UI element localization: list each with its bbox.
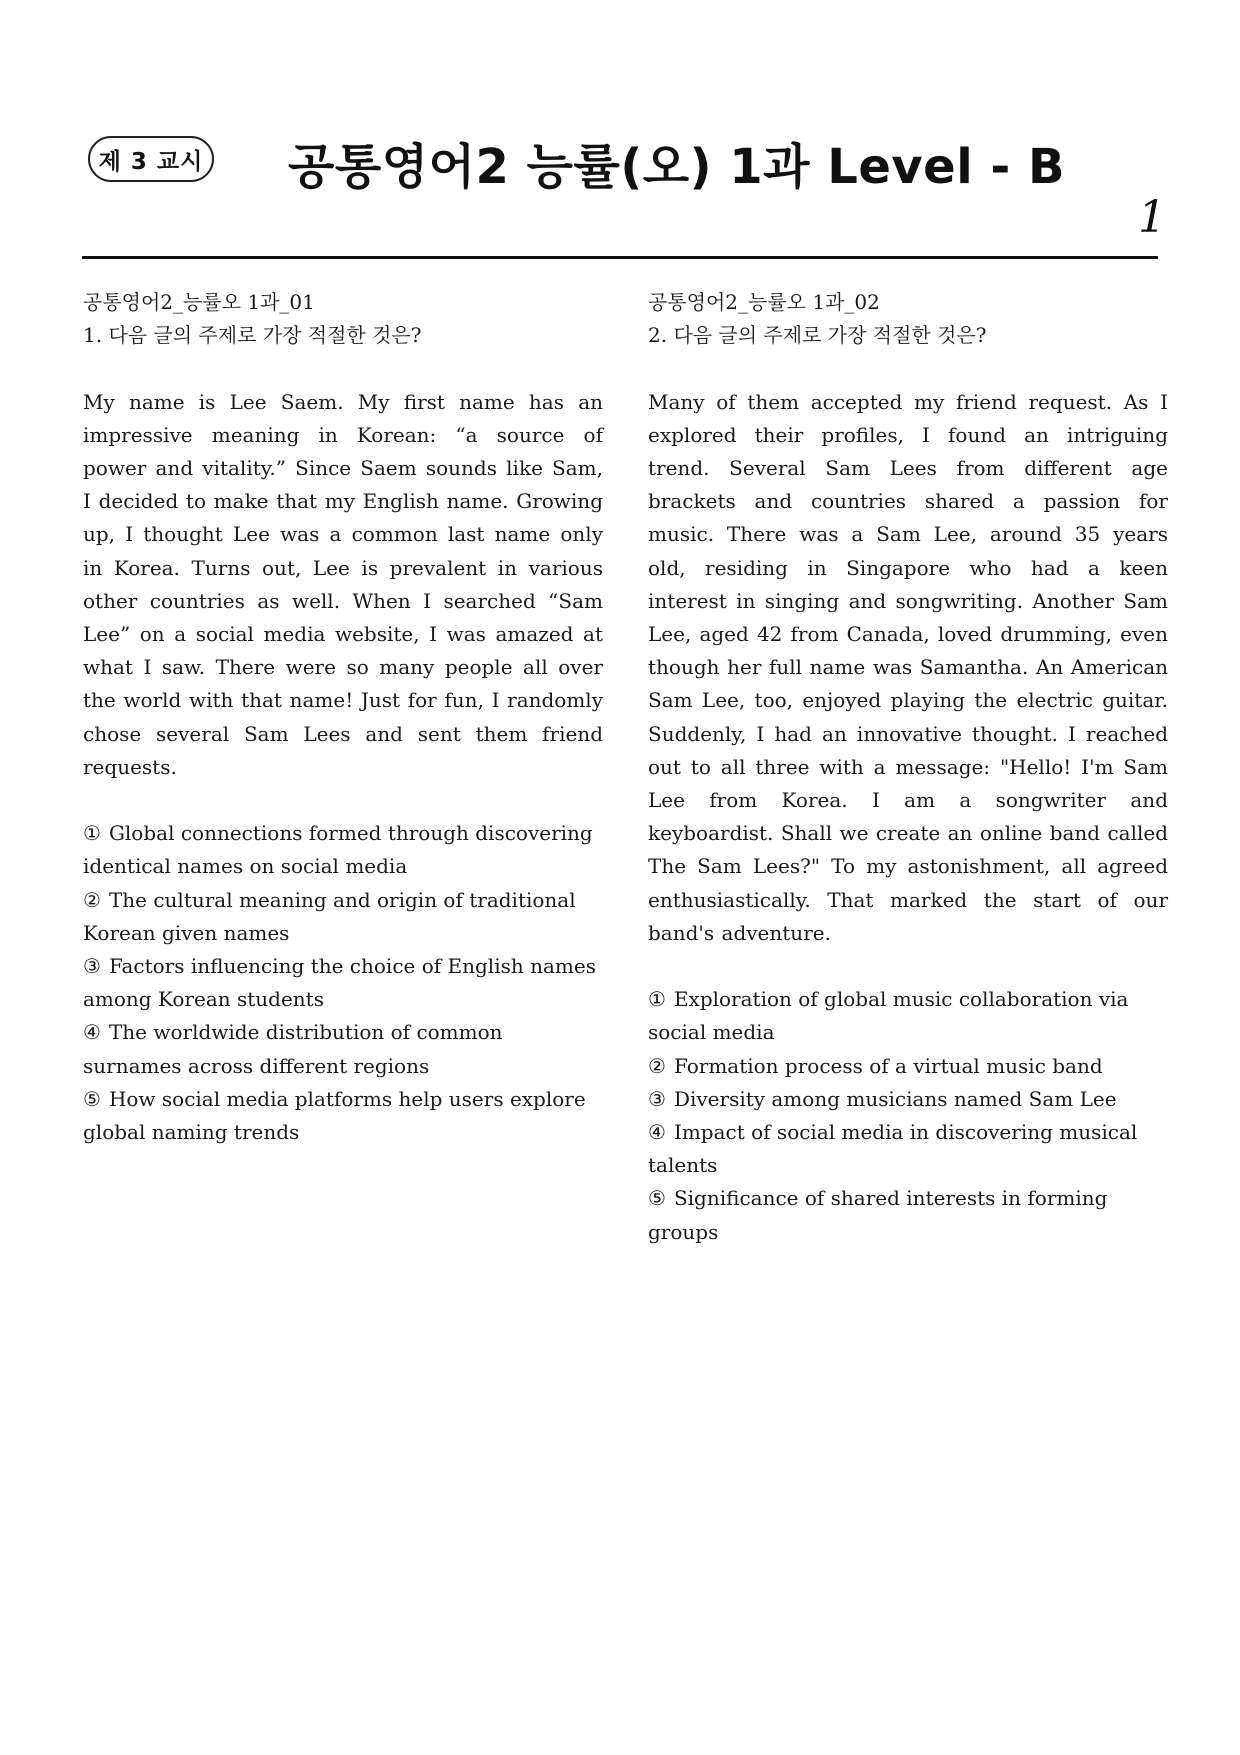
choice-number: ① — [83, 821, 101, 846]
choice-text: Factors influencing the choice of English names among Korean students — [83, 954, 596, 1012]
choice-number: ② — [648, 1053, 666, 1078]
question-1 — [83, 286, 603, 1149]
question-passage: Many of them accepted my friend request. As I explored their profiles, I found an intriguing trend. Several Sam Lees from different age brackets and countries shared a passion for music. There was a Sam Lee, around 35 years old, residing in Singapore who had a keen interest in singing and songwriting. Another Sam Lee, aged 42 from Canada, loved drumming, even though her full name was Samantha. An American Sam Lee, too, enjoyed playing the electric guitar. Suddenly, I had an innovative thought. I reached out to all three with a message: "Hello! I'm Sam Lee from Korea. I am a songwriter and keyboardist. Shall we create an online band called The Sam Lees?" To my astonishment, all agreed enthusiastically. That marked the start of our band's adventure. — [648, 389, 1168, 945]
choice-number: ④ — [83, 1020, 101, 1045]
question-prompt: 1. 다음 글의 주제로 가장 적절한 것은? — [83, 323, 422, 348]
choice-number: ② — [83, 887, 101, 912]
choice-text: Significance of shared interests in forming groups — [648, 1186, 1108, 1244]
choice-number: ③ — [648, 1086, 666, 1111]
choice-number: ① — [648, 987, 666, 1012]
period-badge: 제 3 교시 — [88, 136, 214, 182]
answer-choice-5[interactable] — [83, 1083, 603, 1149]
answer-choice-2[interactable] — [83, 884, 603, 950]
choice-number: ⑤ — [648, 1186, 666, 1211]
answer-choice-4[interactable] — [648, 1116, 1168, 1182]
choice-number: ④ — [648, 1120, 666, 1145]
choice-number: ③ — [83, 954, 101, 979]
answer-choice-3[interactable] — [83, 950, 603, 1016]
question-prompt: 2. 다음 글의 주제로 가장 적절한 것은? — [648, 323, 987, 348]
choice-text: Formation process of a virtual music band — [673, 1053, 1103, 1078]
page-number: 1 — [1138, 192, 1166, 243]
choice-number: ⑤ — [83, 1086, 101, 1111]
answer-choice-1[interactable] — [648, 983, 1168, 1049]
header-divider — [82, 256, 1158, 259]
choice-text: Impact of social media in discovering musical talents — [648, 1120, 1138, 1178]
choice-text: Diversity among musicians named Sam Lee — [673, 1086, 1117, 1111]
question-2 — [648, 286, 1168, 1249]
choice-text: Global connections formed through discovering identical names on social media — [83, 821, 593, 879]
answer-choice-1[interactable] — [83, 817, 603, 883]
choice-text: The cultural meaning and origin of traditional Korean given names — [83, 887, 576, 945]
answer-choice-5[interactable] — [648, 1182, 1168, 1248]
choice-text: Exploration of global music collaboration via social media — [648, 987, 1129, 1045]
question-passage: My name is Lee Saem. My first name has an impressive meaning in Korean: “a source of power and vitality.” Since Saem sounds like Sam, I decided to make that my English name. Growing up, I thought Lee was a common last name only in Korea. Turns out, Lee is prevalent in various other countries as well. When I searched “Sam Lee” on a social media website, I was amazed at what I saw. There were so many people all over the world with that name! Just for fun, I randomly chose several Sam Lees and sent them friend requests. — [83, 389, 603, 779]
exam-title: 공통영어2 능률(오) 1과 Level - B — [288, 139, 1066, 195]
answer-choices — [83, 817, 603, 1149]
choice-text: The worldwide distribution of common surnames across different regions — [83, 1020, 503, 1078]
answer-choice-2[interactable] — [648, 1050, 1168, 1083]
answer-choices — [648, 983, 1168, 1249]
question-source: 공통영어2_능률오 1과_01 — [83, 290, 315, 314]
answer-choice-3[interactable] — [648, 1083, 1168, 1116]
answer-choice-4[interactable] — [83, 1016, 603, 1082]
question-source: 공통영어2_능률오 1과_02 — [648, 290, 880, 314]
choice-text: How social media platforms help users explore global naming trends — [83, 1086, 586, 1145]
